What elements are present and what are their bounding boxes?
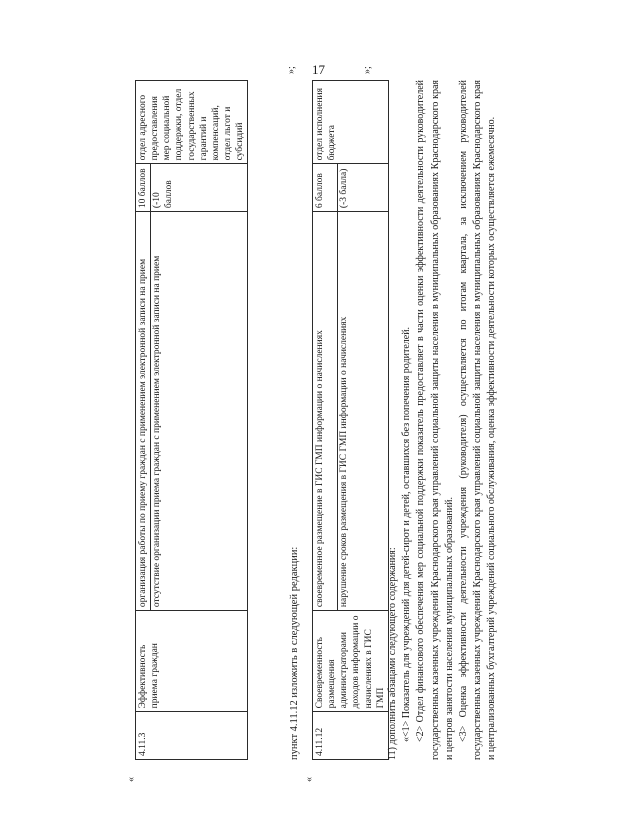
paragraph: «<1> Показатель для учреждений для детей-сирот и детей, оставшихся без попечения родителей. [401,326,413,742]
criterion-negative: нарушение сроков размещения в ГИС ГМП информации о начислениях [337,212,350,610]
criterion-negative: отсутствие организации приема граждан с применением электронной записи на прием [150,212,163,610]
indicator-name: Эффективность приема граждан [136,611,248,712]
closing-quote-2: »; [362,66,373,74]
score-positive: 6 баллов [315,173,325,209]
page-number: 17 [312,62,325,77]
opening-quote-1: « [126,777,137,782]
amendment-paragraphs [386,80,500,760]
paragraph: <3> Оценка эффективности деятельности учреждения (руководителя) осуществляется по итогам квартала, за исключением руководителей государственных казенных учреждений Краснодарского края управлений социальной защиты населения в муниципальных образованиях Краснодарского края и централизованных бухгалтерий учреждений социального обслуживания, оценка эффективности деятельности которых осуществляется ежемесячно. [458,80,498,760]
item-number: 4.11.12 [313,712,389,760]
closing-quote-1: »; [286,66,297,74]
criteria-table-4-11-3 [135,80,248,760]
criteria-cell [313,212,389,611]
responsible-department: отдел исполнения бюджета [313,81,389,164]
criteria-cell [136,212,248,611]
paragraph: <2> Отдел финансового обеспечения мер социальной поддержки показатель предоставляет в части оценки эффективности деятельности руководителей государственных казенных учреждений Краснодарского края управлений социальной защиты населения в муниципальных образованиях Краснодарского края и центров занятости населения муниципальных образований. [415,80,455,760]
item-number: 4.11.3 [136,712,248,760]
score-cell [136,164,248,212]
opening-quote-2: « [304,777,315,782]
table-row [313,81,389,760]
paragraph: 11) дополнить абзацами следующего содержания: [387,547,398,760]
score-positive: 10 баллов [138,168,148,209]
score-cell [313,164,389,212]
indicator-name: Своевременность размещения администраторами доходов информации о начислениях в ГИС ГМП [313,611,389,712]
criteria-table-4-11-12 [312,80,389,760]
table-row [136,81,248,760]
criterion-positive: организация работы по приему граждан с применением электронной записи на прием [138,258,148,608]
responsible-department: отдел адресного предоставления мер социальной поддержки, отдел государственных гарантий и компенсаций, отдел льгот и субсидий [136,81,248,164]
score-negative: (-3 балла) [337,164,350,211]
amendment-intro: пункт 4.11.12 изложить в следующей редакции: [289,546,300,760]
criterion-positive: своевременное размещение в ГИС ГМП информации о начислениях [315,330,325,608]
score-negative: (-10 баллов [150,164,175,211]
